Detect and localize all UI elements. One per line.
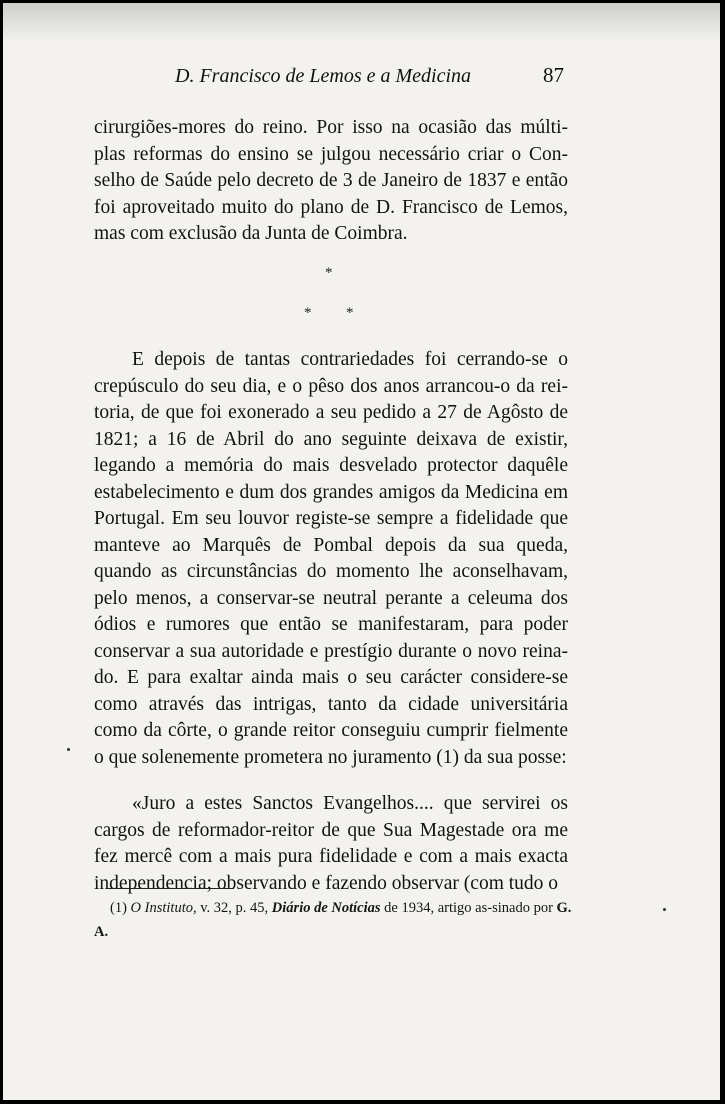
asterisk-mark: * [346,305,354,321]
footnote-source-1: O Instituto, [130,900,197,916]
footnote-reference-2: de 1934, artigo as-sinado por [384,900,553,916]
scan-shadow [3,3,720,43]
asterisk-mark: * [325,265,333,281]
margin-speck [67,748,70,751]
footnote-marker: (1) [110,900,127,916]
paragraph-1: cirurgiões-mores do reino. Por isso na ocasião das múlti-plas reformas do ensino se julgou necessário criar o Con-selho de Saúde pelo decreto de 3 de Janeiro de 1837 e então foi aproveitado muito do plano de D. Francisco de Lemos, mas com exclusão da Junta de Coimbra. [94,117,568,244]
footnote-rule [108,888,234,889]
margin-speck [663,908,666,911]
paragraph-3-quotation: «Juro a estes Sanctos Evangelhos.... que servirei os cargos de reformador-reitor de que Sua Magestade ora me fez mercê com a mais pura fidelidade e com a mais exacta independencia; observando e fazendo observar (com tudo o [94,793,568,894]
page-header [3,65,720,95]
asterisk-mark: * [304,305,312,321]
footnote-source-2: Diário de Notícias [271,900,381,916]
running-title: D. Francisco de Lemos e a Medicina [175,65,472,87]
footnote [94,896,580,944]
page-number: 87 [543,63,564,87]
footnote-signature: G. A. [94,900,572,940]
footnote-reference-1: v. 32, p. 45, [200,900,269,916]
book-page [3,3,720,1100]
paragraph-2: E depois de tantas contrariedades foi cerrando-se o crepúsculo do seu dia, e o pêso dos anos arrancou-o da rei-toria, de que foi exonerado a seu pedido a 27 de Agôsto de 1821; a 16 de Abril do ano seguinte deixava de existir, legando a memória do mais desvelado protector daquêle estabelecimento e dum dos grandes amigos da Medicina em Portugal. Em seu louvor registe-se sempre a fidelidade que manteve ao Marquês de Pombal depois da sua queda, quando as circunstâncias do momento lhe aconselhavam, pelo menos, a conservar-se neutral perante a celeuma dos ódios e rumores que então se manifestaram, para poder conservar a sua autoridade e prestígio durante o novo reina-do. E para exaltar ainda mais o seu carácter considere-se como através das intrigas, tanto da cidade universitária como da côrte, o grande reitor conseguiu cumprir fielmente o que solenemente prometera no juramento (1) da sua posse: [94,349,568,768]
